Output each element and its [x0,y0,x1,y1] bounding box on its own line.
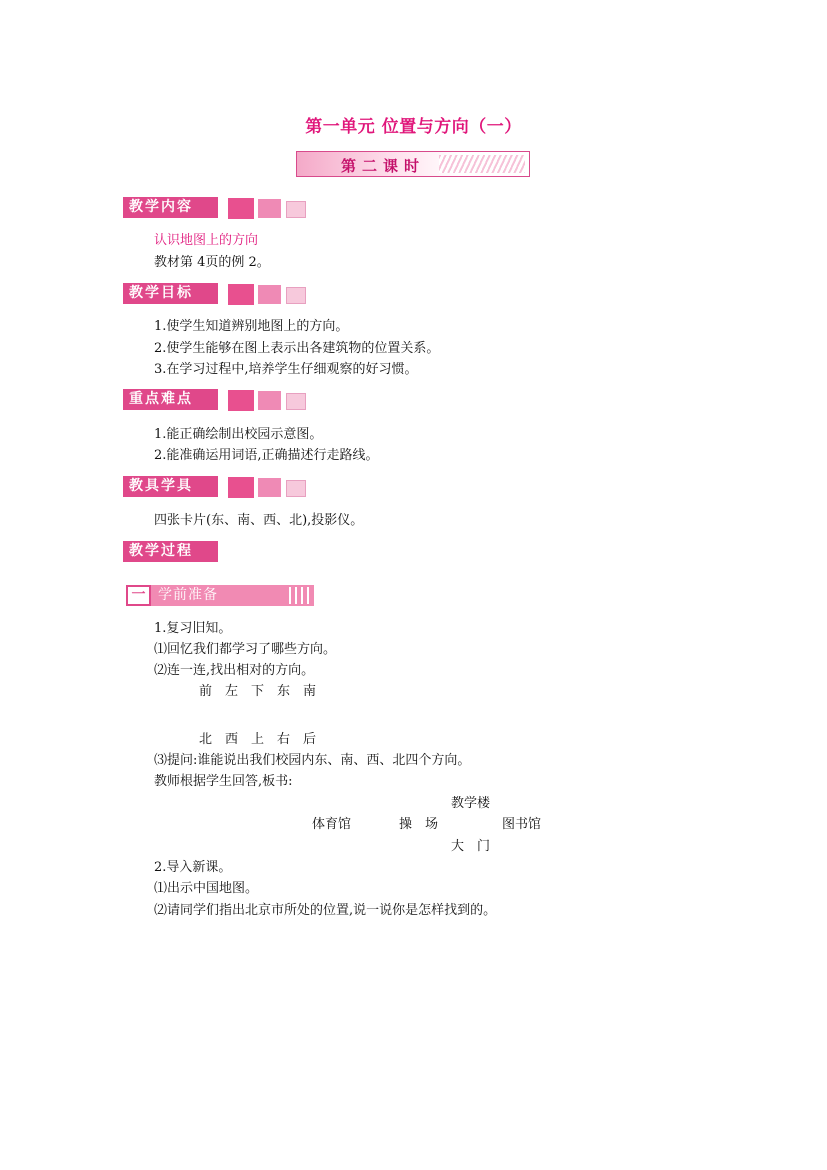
decor-square [258,391,281,410]
step1-label: 学前准备 [158,587,218,603]
keypoint-line: 1.能正确绘制出校园示意图。 [154,427,323,442]
tools-line: 四张卡片(东、南、西、北),投影仪。 [154,513,364,528]
banner-stripes [439,155,525,173]
decor-square [286,201,306,218]
decor-square [258,285,281,304]
section-label-goals: 教学目标 [123,283,218,304]
step1-bars [289,587,311,604]
step1-line: ⑵连一连,找出相对的方向。 [154,663,315,678]
step1-line: 1.复习旧知。 [154,621,232,636]
step1-line: ⑴出示中国地图。 [154,881,259,896]
section-label-content: 教学内容 [123,197,218,218]
step1-number: 一 [126,585,151,606]
decor-square [228,198,254,219]
board-center: 操 场 [399,817,439,832]
step1-line: ⑴回忆我们都学习了哪些方向。 [154,642,337,657]
decor-square [228,284,254,305]
decor-square [228,390,254,411]
direction-row-bottom: 北 西 上 右 后 [199,732,317,747]
step1-line: 2.导入新课。 [154,860,232,875]
board-north: 教学楼 [451,796,491,811]
decor-square [228,477,254,498]
step1-banner [126,585,314,606]
goal-line: 2.使学生能够在图上表示出各建筑物的位置关系。 [154,341,440,356]
lesson-banner [296,151,530,177]
decor-square [286,480,306,497]
decor-square [286,287,306,304]
goal-line: 1.使学生知道辨别地图上的方向。 [154,319,349,334]
section-label-tools: 教具学具 [123,476,218,497]
step1-line: ⑵请同学们指出北京市所处的位置,说一说你是怎样找到的。 [154,903,497,918]
decor-square [258,199,281,218]
decor-square [286,393,306,410]
page-title: 第一单元 位置与方向（一） [305,117,522,137]
section-label-keypoints: 重点难点 [123,389,218,410]
decor-square [258,478,281,497]
lesson-label: 第二课时 [341,157,426,175]
board-south: 大 门 [451,839,491,854]
direction-row-top: 前 左 下 东 南 [199,684,317,699]
board-west: 体育馆 [312,817,352,832]
step1-line: ⑶提问:谁能说出我们校园内东、南、西、北四个方向。 [154,753,471,768]
goal-line: 3.在学习过程中,培养学生仔细观察的好习惯。 [154,362,418,377]
section-label-process: 教学过程 [123,541,218,562]
content-line: 教材第 4页的例 2。 [154,255,270,270]
board-east: 图书馆 [502,817,542,832]
step1-line: 教师根据学生回答,板书: [154,774,293,789]
content-line: 认识地图上的方向 [154,233,259,248]
keypoint-line: 2.能准确运用词语,正确描述行走路线。 [154,448,379,463]
